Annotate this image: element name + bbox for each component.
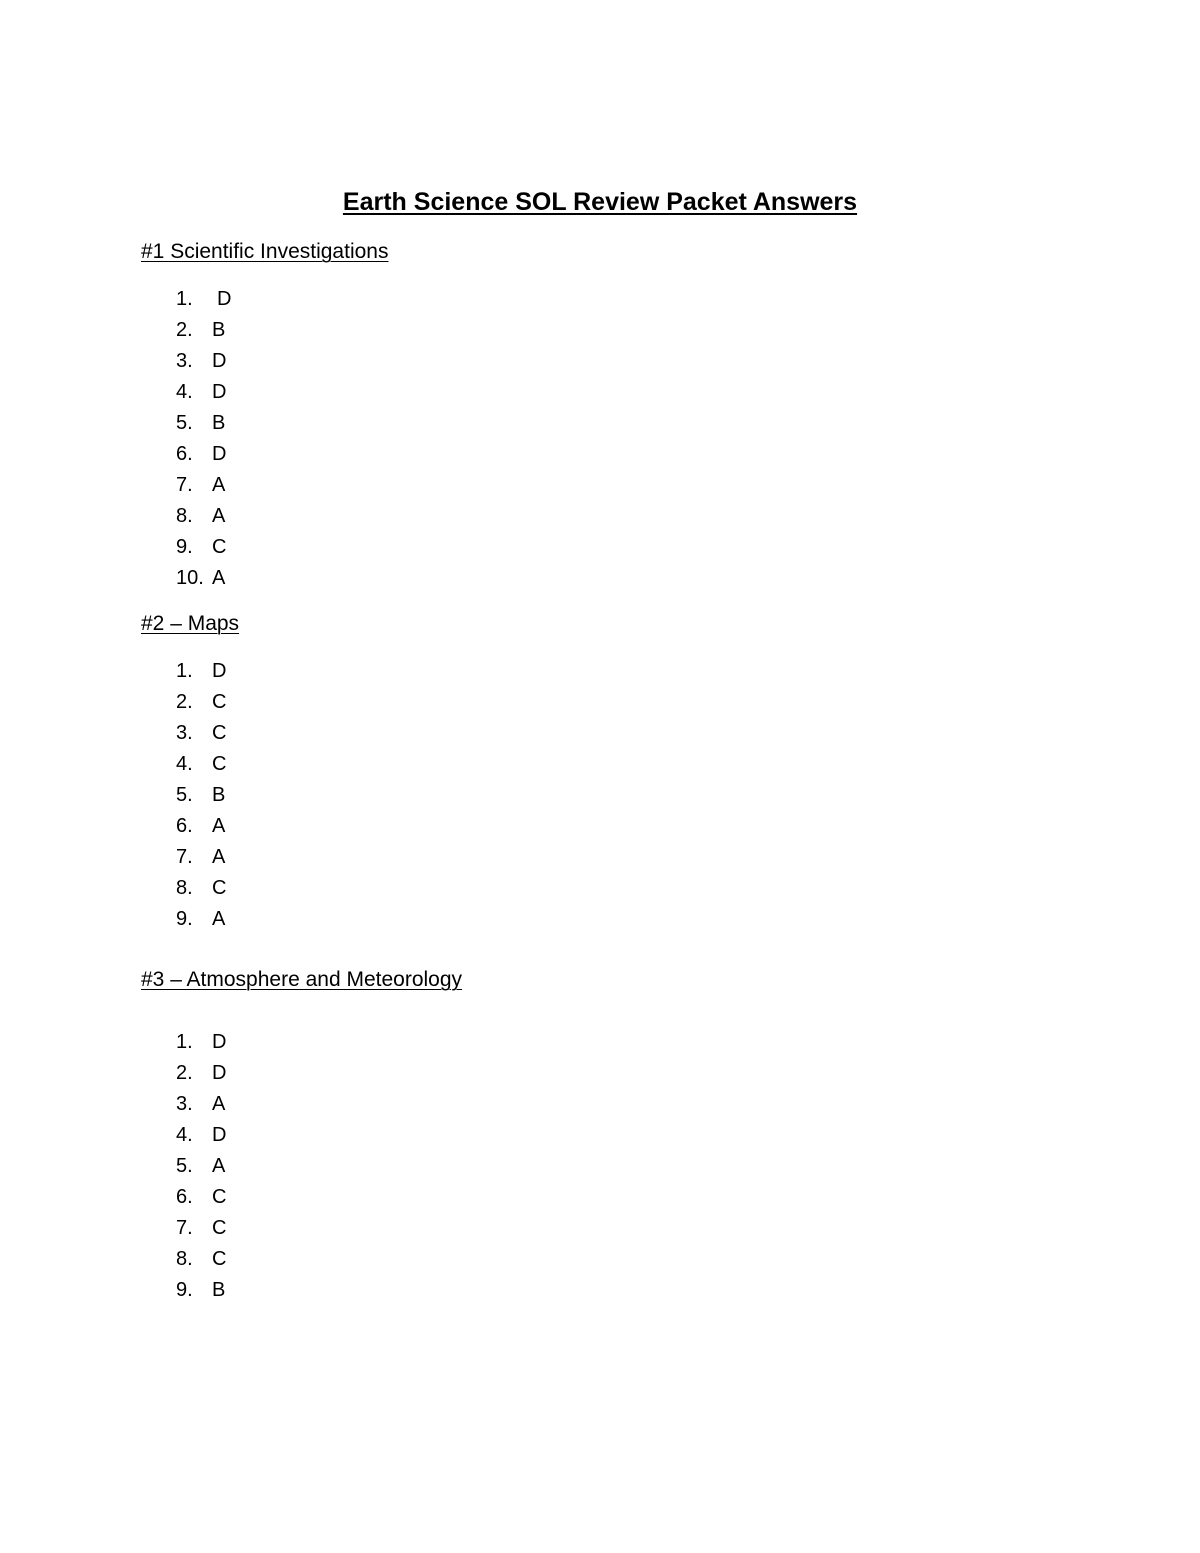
answer-number: 7. — [176, 474, 193, 496]
answer-number: 3. — [176, 722, 193, 744]
answer-item — [176, 348, 231, 379]
answer-number: 4. — [176, 753, 193, 775]
answer-number: 7. — [176, 846, 193, 868]
section-heading-scientific-investigations: #1 Scientific Investigations — [141, 240, 389, 263]
section-heading-atmosphere-meteorology: #3 – Atmosphere and Meteorology — [141, 968, 463, 991]
answer-letter: A — [212, 505, 226, 527]
answer-list-maps — [176, 658, 226, 937]
answer-number: 5. — [176, 1155, 193, 1177]
answer-item — [176, 503, 231, 534]
answer-letter: D — [212, 443, 227, 465]
answer-letter: C — [212, 691, 227, 713]
answer-letter: A — [212, 908, 226, 930]
answer-item — [176, 813, 226, 844]
answer-item — [176, 844, 226, 875]
answer-letter: C — [212, 1186, 227, 1208]
answer-number: 8. — [176, 877, 193, 899]
answer-item — [176, 875, 226, 906]
answer-item — [176, 1060, 226, 1091]
answer-number: 8. — [176, 505, 193, 527]
answer-letter: B — [212, 319, 226, 341]
answer-letter: D — [217, 288, 232, 310]
page-title-text: Earth Science SOL Review Packet Answers — [342, 188, 858, 216]
answer-number: 3. — [176, 350, 193, 372]
answer-item — [176, 906, 226, 937]
answer-letter: D — [212, 1124, 227, 1146]
answer-item — [176, 658, 226, 689]
answer-item — [176, 1153, 226, 1184]
answer-item — [176, 1091, 226, 1122]
page-title — [0, 185, 1200, 219]
answer-letter: D — [212, 1062, 227, 1084]
answer-letter: B — [212, 1279, 226, 1301]
answer-number: 4. — [176, 381, 193, 403]
answer-letter: D — [212, 350, 227, 372]
section-heading-maps: #2 – Maps — [141, 612, 240, 635]
answer-number: 2. — [176, 319, 193, 341]
answer-letter: A — [212, 1155, 226, 1177]
answer-letter: C — [212, 1248, 227, 1270]
answer-number: 8. — [176, 1248, 193, 1270]
answer-item — [176, 782, 226, 813]
answer-number: 1. — [176, 288, 193, 310]
answer-letter: D — [212, 381, 227, 403]
answer-number: 4. — [176, 1124, 193, 1146]
answer-number: 9. — [176, 536, 193, 558]
answer-item — [176, 1215, 226, 1246]
answer-letter: A — [212, 1093, 226, 1115]
answer-letter: D — [212, 660, 227, 682]
answer-letter: C — [212, 877, 227, 899]
answer-item — [176, 751, 226, 782]
answer-letter: C — [212, 722, 227, 744]
answer-number: 9. — [176, 908, 193, 930]
answer-item — [176, 1277, 226, 1308]
answer-letter: D — [212, 1031, 227, 1053]
answer-item — [176, 534, 231, 565]
answer-item — [176, 1029, 226, 1060]
answer-number: 9. — [176, 1279, 193, 1301]
answer-number: 7. — [176, 1217, 193, 1239]
answer-item — [176, 720, 226, 751]
answer-number: 6. — [176, 815, 193, 837]
answer-list-atmosphere-meteorology — [176, 1029, 226, 1308]
answer-item — [176, 689, 226, 720]
answer-item — [176, 441, 231, 472]
answer-item — [176, 379, 231, 410]
answer-item — [176, 286, 231, 317]
answer-item — [176, 472, 231, 503]
answer-number: 10. — [176, 567, 204, 589]
answer-letter: A — [212, 567, 226, 589]
answer-item — [176, 1184, 226, 1215]
answer-number: 3. — [176, 1093, 193, 1115]
answer-letter: A — [212, 474, 226, 496]
answer-number: 5. — [176, 784, 193, 806]
answer-number: 2. — [176, 691, 193, 713]
answer-letter: C — [212, 1217, 227, 1239]
answer-item — [176, 565, 231, 596]
answer-number: 1. — [176, 660, 193, 682]
answer-item — [176, 410, 231, 441]
answer-item — [176, 1246, 226, 1277]
answer-list-scientific-investigations — [176, 286, 231, 596]
answer-number: 1. — [176, 1031, 193, 1053]
answer-letter: A — [212, 815, 226, 837]
answer-item — [176, 1122, 226, 1153]
answer-number: 2. — [176, 1062, 193, 1084]
answer-letter: B — [212, 412, 226, 434]
answer-letter: B — [212, 784, 226, 806]
answer-letter: C — [212, 753, 227, 775]
answer-letter: A — [212, 846, 226, 868]
answer-letter: C — [212, 536, 227, 558]
answer-item — [176, 317, 231, 348]
answer-number: 6. — [176, 443, 193, 465]
answer-number: 6. — [176, 1186, 193, 1208]
answer-number: 5. — [176, 412, 193, 434]
